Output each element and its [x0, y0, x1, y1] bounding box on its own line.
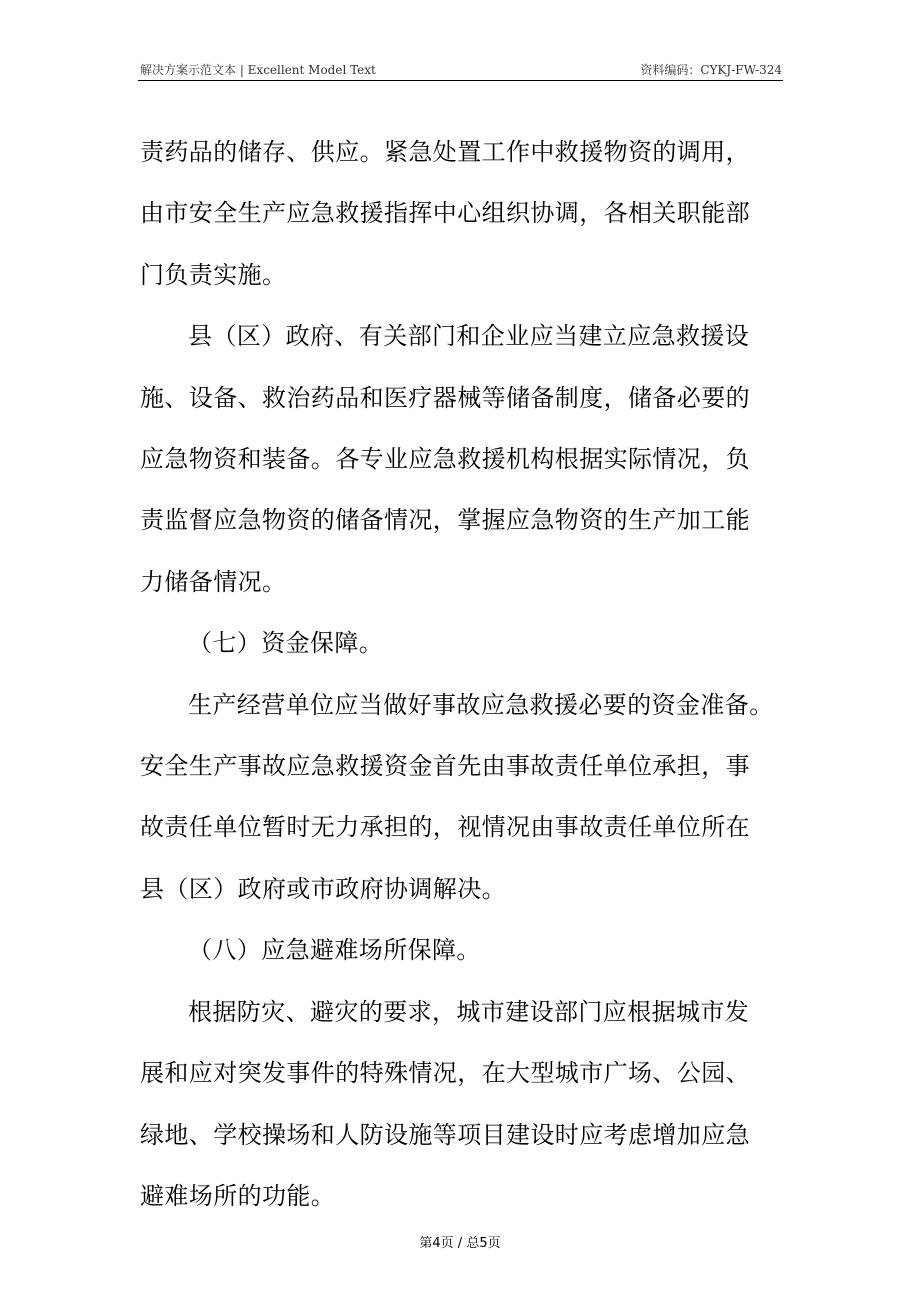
text-line: 避难场所的功能。 [140, 1181, 336, 1210]
text-line: 应急物资和装备。各专业应急救援机构根据实际情况，负 [140, 445, 750, 474]
paragraph-start-line: 根据防灾、避灾的要求，城市建设部门应根据城市发 [188, 997, 750, 1026]
document-code: 资料编码：CYKJ-FW-324 [640, 63, 782, 77]
text-line: 力储备情况。 [140, 567, 287, 596]
text-line: 施、设备、救治药品和医疗器械等储备制度，储备必要的 [140, 383, 750, 412]
section-heading-shelter: （八）应急避难场所保障。 [188, 936, 481, 965]
text-line: 责监督应急物资的储备情况，掌握应急物资的生产加工能 [140, 506, 750, 535]
paragraph-start-line: 生产经营单位应当做好事故应急救援必要的资金准备。 [188, 690, 774, 719]
section-heading-funding: （七）资金保障。 [188, 629, 384, 658]
text-line: 绿地、学校操场和人防设施等项目建设时应考虑增加应急 [140, 1120, 750, 1149]
paragraph-start-line: 县（区）政府、有关部门和企业应当建立应急救援设 [188, 322, 750, 351]
text-line: 故责任单位暂时无力承担的，视情况由事故责任单位所在 [140, 813, 750, 842]
text-line: 由市安全生产应急救援指挥中心组织协调，各相关职能部 [140, 199, 750, 228]
text-line: 安全生产事故应急救援资金首先由事故责任单位承担，事 [140, 752, 750, 781]
text-line: 门负责实施。 [140, 260, 287, 289]
header-divider [138, 80, 783, 81]
header-title: 解决方案示范文本 | Excellent Model Text [140, 63, 376, 77]
page-header [140, 61, 782, 81]
text-line: 展和应对突发事件的特殊情况，在大型城市广场、公园、 [140, 1059, 750, 1088]
text-line: 责药品的储存、供应。紧急处置工作中救援物资的调用， [140, 138, 750, 166]
page-number: 第4页 / 总5页 [419, 1236, 501, 1251]
document-body [140, 122, 780, 1227]
text-line: 县（区）政府或市政府协调解决。 [140, 874, 506, 903]
